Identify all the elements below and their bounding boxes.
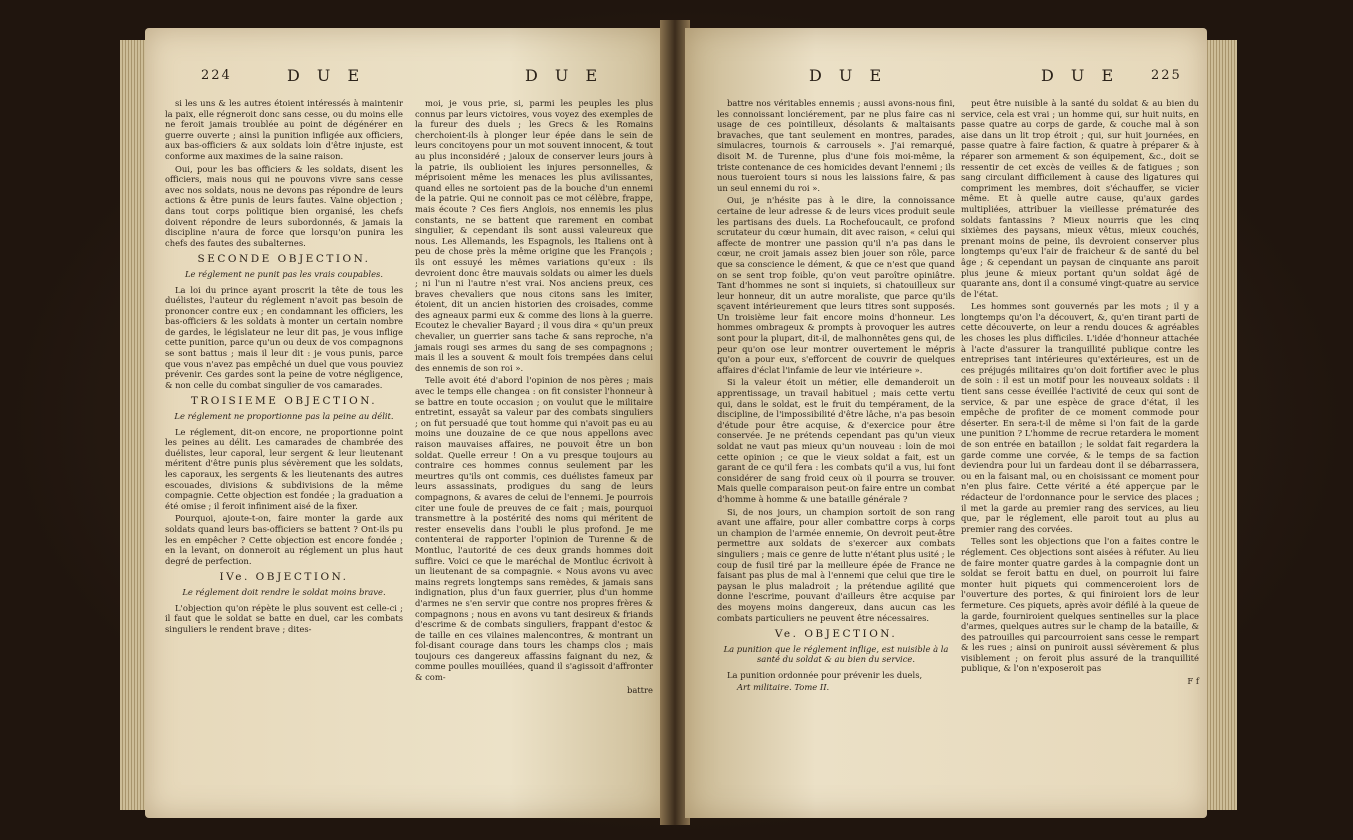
paragraph: Les hommes sont gouvernés par les mots ; il y a longtemps qu'on l'a découvert, &, qu'en tirant parti de cette découverte, on leur a rendu douces & agréables les choses les plus difficiles. L'idée d'honneur attachée à l'acte d'assurer la tranquillité publique contre les entreprises tant intérieures qu'extérieures, est un de ces préjugés militaires qu'on doit fortifier avec le plus de soin : il est un motif pour les nouveaux soldats : il tient sans cesse éveillée l'activité de ceux qui sont de service, & par une espèce de grace d'état, il les empêche de profiter de ce moment commode pour déserter. En sera-t-il de même si l'on fait de la garde une punition ? L'homme de recrue retardera le moment de son entrée en bataillon ; le soldat fait regardera la garde comme une corvée, & le temps de sa faction deviendra pour lui un fardeau dont il se débarrassera, ou en la faisant mal, ou en choisissant ce moment pour n'en plus faire. Cette vérité a été apperçue par le rédacteur de l'ordonnance pour le service des places ; il met la garde au premier rang des services, au lieu que, par le réglement, elle paroit tout au plus au premier rang des corvées. bbox=[961, 301, 1199, 534]
section-heading: IVe. OBJECTION. bbox=[219, 571, 349, 584]
catchword: battre bbox=[626, 684, 653, 695]
section-subtitle: Le réglement ne punit pas les vrais coupables. bbox=[184, 268, 384, 279]
running-head-right-col: D U E bbox=[525, 66, 604, 85]
paragraph: La punition ordonnée pour prévenir les duels, bbox=[727, 669, 923, 680]
left-page-column-1 bbox=[165, 98, 403, 636]
section-heading: Ve. OBJECTION. bbox=[774, 628, 898, 641]
paragraph: si les uns & les autres étoient intéressés à maintenir la paix, elle régneroit donc sans cesse, ou du moins elle ne feroit jamais troublée au point de dégénérer en guerre ouverte ; ainsi la punition infligée aux officiers, aux bas-officiers & aux soldats loin d'être injuste, est conforme aux maximes de la saine raison. bbox=[165, 98, 403, 161]
paragraph: Telles sont les objections que l'on a faites contre le réglement. Ces objections sont aisées à réfuter. Au lieu de faire monter quatre gardes à la compagnie dont un soldat se feroit battu en duel, on pourroit lui faire monter huit piquets qui commenceroient lors de l'ouverture des portes, & qui finiroient lors de leur fermeture. Ces piquets, après avoir défilé à la queue de la garde, fourniroient quelques sentinelles sur la place d'armes, quelques autres sur le champ de la bataille, & des patrouilles qui parcourroient sans cesse le rempart & les rues ; ainsi on puniroit aussi sévèrement & plus visiblement ; on feroit plus assuré de la tranquillité publique, & l'on n'exposeroit pas bbox=[961, 536, 1199, 674]
right-page-column-2 bbox=[961, 98, 1199, 687]
paragraph: Le réglement, dit-on encore, ne proportionne point les peines au délit. Les camarades de chambrée des duélistes, leur caporal, leur sergent & leur lieutenant méritent d'être punis plus sévèrement que les soldats, les caporaux, les sergents & les lieutenants des autres escouades, divisions & subdivisions de la même compagnie. Cette objection est fondée ; la graduation a été omise ; il feroit infiniment aisé de la fixer. bbox=[165, 426, 403, 511]
page-footer: Art militaire. Tome II. bbox=[737, 682, 830, 693]
left-page bbox=[145, 28, 665, 818]
paragraph: L'objection qu'on répète le plus souvent est celle-ci ; il faut que le soldat se batte en duel, car les combats singuliers le rendent brave ; dites- bbox=[165, 602, 403, 634]
running-head-right-col: D U E bbox=[1041, 66, 1120, 85]
page-number: 225 bbox=[1151, 68, 1182, 83]
right-page-column-1 bbox=[717, 98, 955, 693]
page-number: 224 bbox=[201, 68, 232, 83]
right-page bbox=[685, 28, 1207, 818]
running-head: D U E bbox=[809, 66, 888, 85]
paragraph: battre nos véritables ennemis ; aussi avons-nous fini, les connoissant lonciérement, par ne plus faire cas ni usage de ces pointilleux, désolants & maltaisants bravaches, que tant seulement en montres, parades, simulacres, tournois & carrousels ». J'ai remarqué, disoit M. de Turenne, plus d'une fois moi-même, la triste contenance de ces homicides devant l'ennemi ; ils nous tueroient tours si nous les laissions faire, & pas un seul ennemi du roi ». bbox=[717, 98, 955, 193]
section-subtitle: Le réglement ne proportionne pas la peine au délit. bbox=[174, 411, 394, 422]
paragraph: Telle avoit été d'abord l'opinion de nos pères ; mais avec le temps elle changea : on fit consister l'honneur à se battre en toute occasion ; on voulut que le militaire entretint, essayât sa valeur par des combats singuliers ; on fut persuadé que tout homme qui n'avoit pas eu au moins une douzaine de ce que nous appellons avec raison mauvaises affaires, ne pouvoit être un bon soldat. Quelle erreur ! On a vu presque toujours au contraire ces hommes connus seulement par les meurtres qu'ils ont commis, ces duélistes fameux par leurs assassinats, prodigues du sang de leurs compagnons, & avares de celui de l'ennemi. Je pourrois citer une foule de preuves de ce fait ; mais, pourquoi transmettre à la postérité des noms qui méritent de rester ensevelis dans l'oubli le plus profond. Je me contenterai de rapporter l'opinion de Turenne & de Montluc, l'autorité de ces deux grands hommes doit suffire. Voici ce que le maréchal de Montluc écrivoit à un lieutenant de sa compagnie. « Nous avons vu avec mains regrets longtemps sans remèdes, & jamais sans indignation, plus d'un faux guerrier, plus d'un homme d'armes ne s'en servir que contre nos propres frères & compagnons ; nous en avons vu tant desireux & friands d'escrime & de combats singuliers, frappant d'estoc & de taille en ces vilaines malencontres, & montrant un fol-disant courage dans tours les champs clos ; mais toujours ces dangereux affassins faignant du nez, & comme poulles mouillées, quand il s'agissoit d'affronter & com- bbox=[415, 375, 653, 683]
section-subtitle: La punition que le réglement inflige, est nuisible à la santé du soldat & au bien du service. bbox=[723, 643, 949, 665]
paragraph: Si la valeur étoit un métier, elle demanderoit un apprentissage, un travail habituel ; mais cette vertu qui, dans le soldat, est le fruit du tempérament, de la discipline, de l'impossibilité d'être lâche, n'a pas besoin d'étude pour être acquise, & d'exercice pour être conservée. Je ne prétends cependant pas qu'un vieux soldat ne vaut pas mieux qu'un nouveau : loin de moi cette opinion ; ce que le vieux soldat a fait, est un garant de ce qu'il fera : les combats qu'il a vus, lui font considérer de sang froid ceux où il pourra se trouver. Mais quelle comparaison peut-on faire entre un combat d'homme à homme & une bataille générale ? bbox=[717, 377, 955, 504]
paragraph: Oui, je n'hésite pas à le dire, la connoissance certaine de leur adresse & de leurs vices produit seule les partisans des duels. La Rochefoucault, ce profond scrutateur du cœur humain, dit avec raison, « celui qui affecte de montrer une passion qu'il n'a pas dans le cœur, ne croit jamais assez bien jouer son rôle, parce que sa conscience le dément, & que ce n'est que quand on se sent trop foible, qu'on veut paroître opiniâtre. Tant d'hommes ne sont si inquiets, si chatouilleux sur leur honneur, dit un autre moraliste, que parce qu'ils sçavent intérieurement que leurs titres sont supposés. Un troisième leur fait encore moins d'honneur. Les hommes ombrageux & prompts à provoquer les autres sont pour la plupart, dit-il, de malhonnêtes gens qui, de peur qu'on ose leur montrer ouvertement le mépris qu'on a pour eux, s'efforcent de couvrir de quelques affaires d'éclat l'infamie de leur vie intérieure ». bbox=[717, 195, 955, 375]
page-edges-left bbox=[120, 40, 148, 810]
paragraph: La loi du prince ayant proscrit la tête de tous les duélistes, l'auteur du réglement n'avoit pas besoin de prononcer contre eux ; en condamnant les officiers, les bas-officiers & les soldats à monter un certain nombre de gardes, le législateur ne leur dit pas, je vous inflige cette punition, parce qu'un ou deux de vos compagnons se sont battus ; mais il leur dit : je vous punis, parce que vous n'avez pas empêché un duel que vous pouviez prévenir. Ces gardes sont la peine de votre négligence, & non celle du combat singulier de vos camarades. bbox=[165, 284, 403, 390]
section-heading: SECONDE OBJECTION. bbox=[197, 253, 371, 266]
paragraph: Oui, pour les bas officiers & les soldats, disent les officiers, mais nous qui ne pouvons vivre sans cesse avec nos soldats, nous ne devons pas répondre de leurs actions & être punis de leurs fautes. Vaine objection ; dans tout corps politique bien organisé, les chefs doivent répondre de leurs subordonnés, & jamais la discipline n'aura de force que lorsqu'on punira les chefs des fautes des subalternes. bbox=[165, 163, 403, 248]
running-head: D U E bbox=[287, 66, 366, 85]
page-edges-right bbox=[1205, 40, 1237, 810]
signature-mark: F f bbox=[1187, 676, 1199, 687]
paragraph: Pourquoi, ajoute-t-on, faire monter la garde aux soldats quand leurs bas-officiers se battent ? Ont-ils pu les en empêcher ? Cette objection est encore fondée ; en la levant, on donneroit au réglement un plus haut degré de perfection. bbox=[165, 513, 403, 566]
section-subtitle: Le réglement doit rendre le soldat moins brave. bbox=[182, 586, 386, 597]
section-heading: TROISIEME OBJECTION. bbox=[190, 395, 378, 408]
paragraph: Si, de nos jours, un champion sortoit de son rang avant une affaire, pour aller combattre corps à corps un champion de l'armée ennemie, On devroit peut-être permettre aux soldats de s'exercer aux combats singuliers ; mais ce genre de lutte n'étant plus usité ; le coup de fusil tiré par la meilleure épée de France ne faisant pas plus de mal à l'ennemi que celui que tire le paysan le plus maladroit ; la prétendue agilité que donne l'escrime, pouvant d'ailleurs être acquise par des moyens moins dangereux, dans aucun cas les combats particuliers ne peuvent être nécessaires. bbox=[717, 506, 955, 623]
left-page-column-2 bbox=[415, 98, 653, 695]
paragraph: moi, je vous prie, si, parmi les peuples les plus connus par leurs victoires, vous voyez des exemples de la fureur des duels ; les Grecs & les Romains cherchoient-ils à plonger leur épée dans le sein de leurs concitoyens pour un mot souvent innocent, & tout au plus inconsidéré ; jaloux de conserver leurs jours à la patrie, ils oublioient les injures personnelles, & méprisoient même les menaces les plus avilissantes, quand elles ne sortoient pas de la bouche d'un ennemi de la patrie. Qui ne connoit pas ce mot célèbre, frappe, mais écoute ? Ces fiers Anglois, nos ennemis les plus constants, ne se battent que rarement en combat singulier, & cependant ils sont aussi valeureux que nous. Les Allemands, les Espagnols, les Italiens ont à peu de chose près la même origine que les François ; ils ont essuyé les mêmes variations qu'eux : ils devroient donc être mauvais soldats ou aimer les duels ; ni l'un ni l'autre n'est vrai. Nos anciens preux, ces braves chevaliers que nous citons sans les imiter, étoient, dit un ancien historien des croisades, comme des agneaux parmi eux & comme des lions à la guerre. Ecoutez le chevalier Bayard ; il vous dira « qu'un preux chevalier, un guerrier sans tache & sans reproche, n'a jamais rougi ses armes du sang de ses compagnons ; mais il les a souvent & moult fois trempées dans celui des ennemis de son roi ». bbox=[415, 98, 653, 373]
paragraph: peut être nuisible à la santé du soldat & au bien du service, cela est vrai ; un homme qui, sur huit nuits, en passe quatre au corps de garde, & couche mal à son aise dans un lit trop étroit ; qui, sur huit journées, en passe quatre à faire faction, & quatre à préparer & à réparer son armement & son équipement, &c., doit se ressentir de cet excès de veilles & de fatigues ; son sang circulant difficilement à cause des ligatures qui compriment les membres, doit s'échauffer, se vicier même. Et à quelle autre cause, qu'aux gardes multipliées, attribuer la vieillesse prématurée des soldats fantassins ? Mieux nourris que les cinq sixièmes des paysans, mieux vêtus, mieux couchés, prenant moins de peine, ils devroient conserver plus longtemps qu'eux l'air de fraicheur & de santé du bel âge ; & cependant un paysan de cinquante ans paroit plus jeune & mieux portant qu'un soldat âgé de quarante ans, dont il a consumé vingt-quatre au service de l'état. bbox=[961, 98, 1199, 299]
